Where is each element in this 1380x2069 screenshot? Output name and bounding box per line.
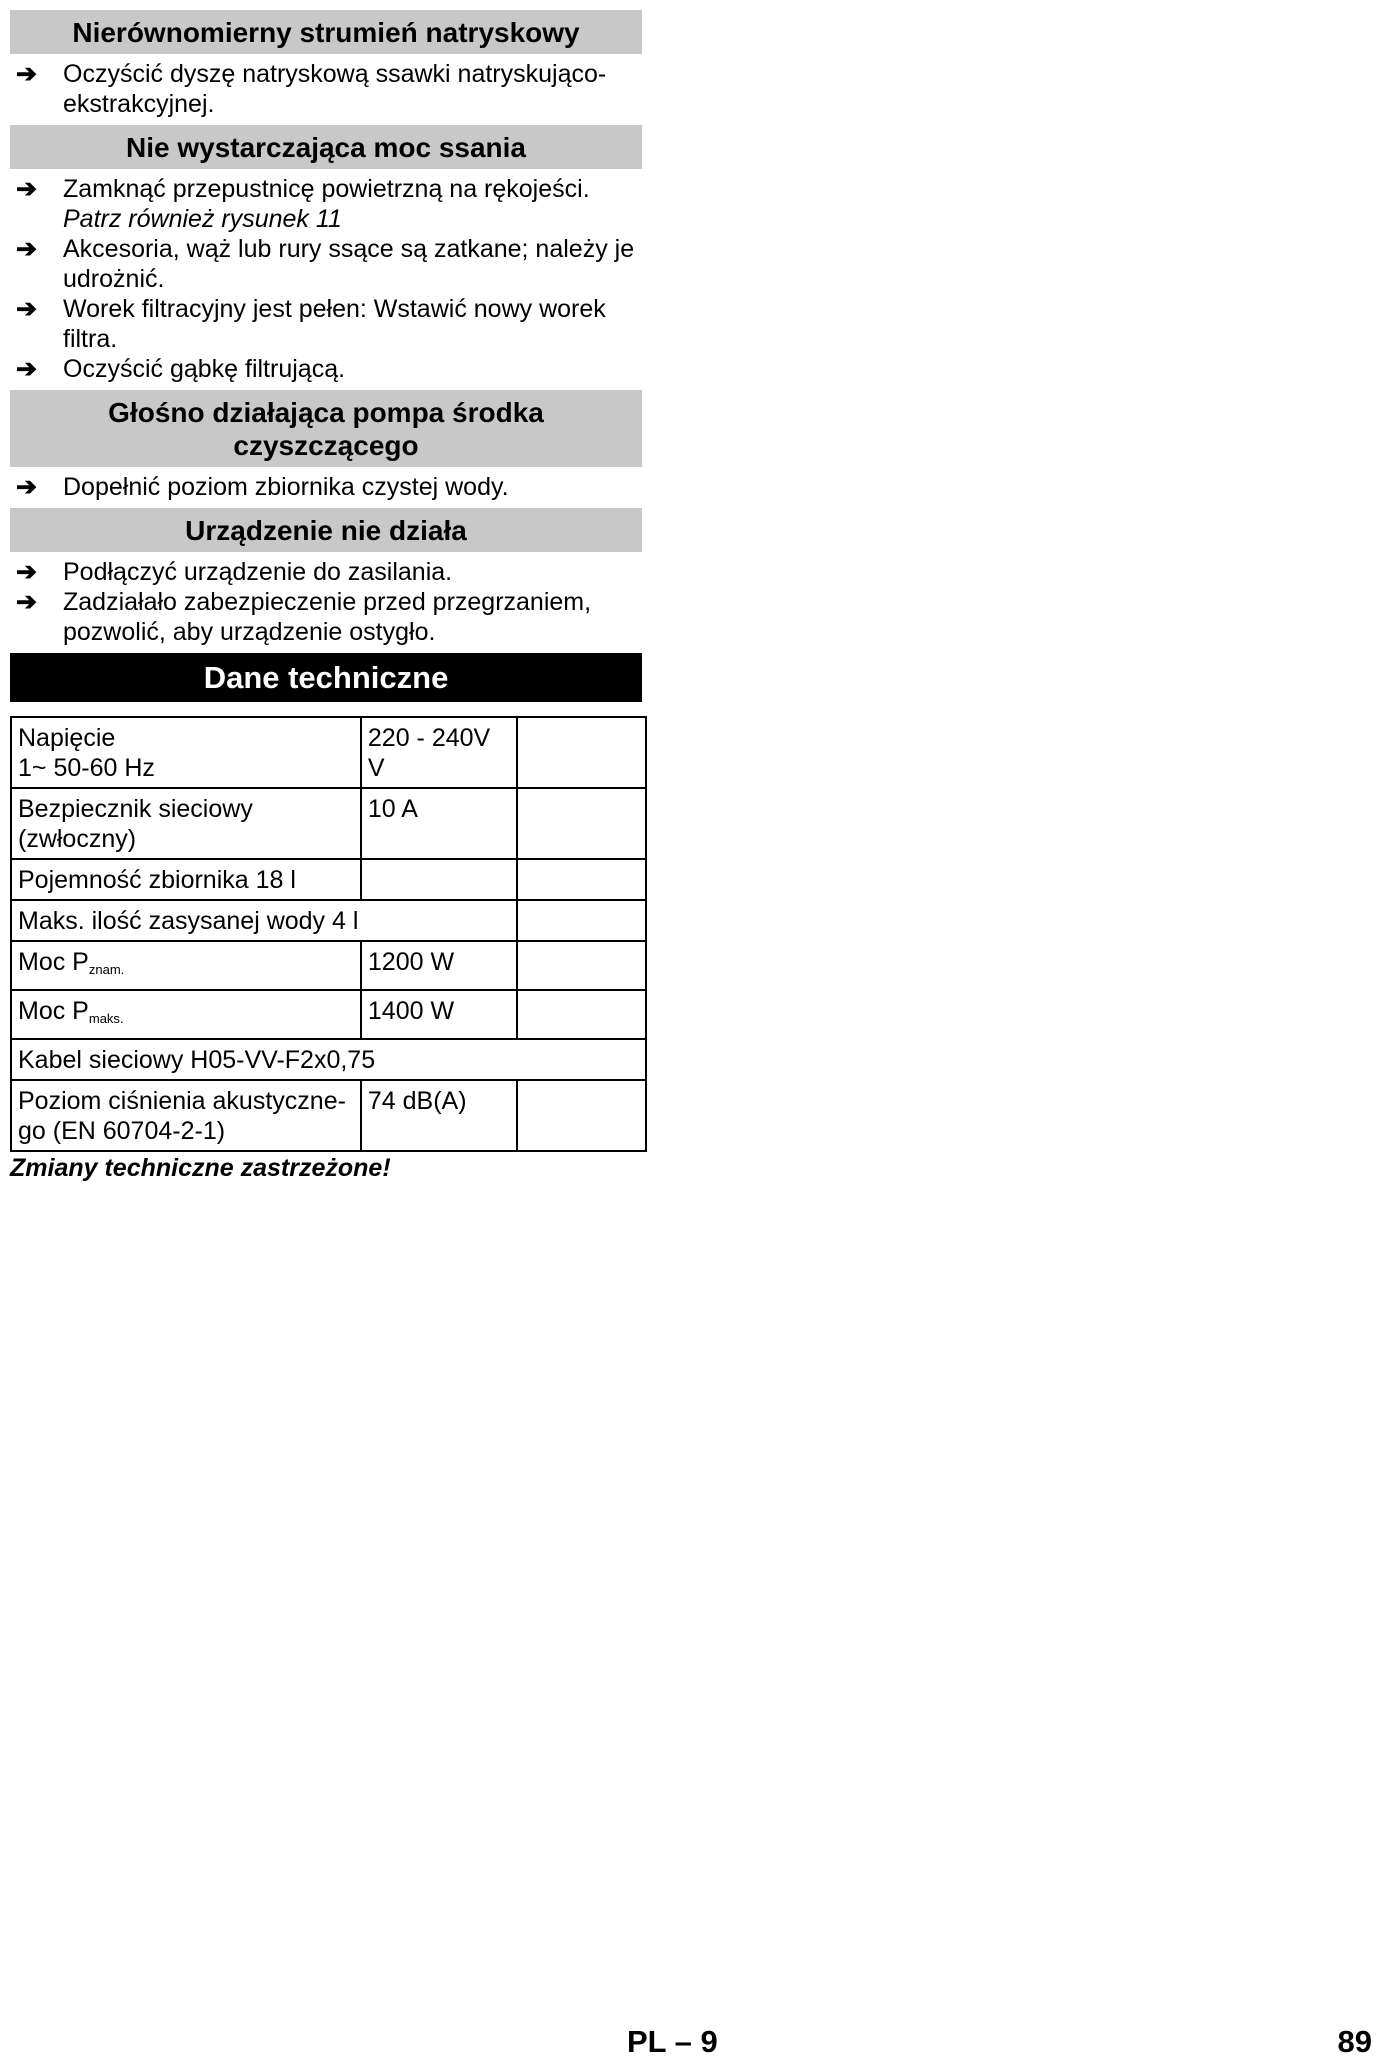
arrow-right-icon: ➔ bbox=[16, 295, 37, 323]
content-column bbox=[10, 10, 642, 1183]
section-heading-noisy-pump: Głośno działająca pompa środka czyszczącego bbox=[10, 390, 642, 467]
list-item: ➔ Dopełnić poziom zbiornika czystej wody. bbox=[16, 473, 509, 501]
section-heading-suction-power: Nie wystarczająca moc ssania bbox=[10, 125, 642, 169]
list-item: ➔ Worek filtracyjny jest pełen: Wstawić nowy worek filtra. bbox=[16, 295, 606, 353]
section-heading-uneven-spray: Nierównomierny strumień natryskowy bbox=[10, 10, 642, 54]
arrow-right-icon: ➔ bbox=[16, 355, 37, 383]
footer-language-page: PL – 9 bbox=[627, 2024, 718, 2059]
spec-empty bbox=[517, 859, 646, 900]
table-row bbox=[11, 990, 646, 1039]
spec-label: Moc $P_{maks.}$ bbox=[11, 990, 361, 1039]
spec-empty bbox=[517, 900, 646, 941]
spec-empty bbox=[517, 788, 646, 859]
arrow-right-icon: ➔ bbox=[16, 60, 37, 88]
spec-value: 1200 W bbox=[361, 941, 517, 990]
section-heading-device-not-working: Urządzenie nie działa bbox=[10, 508, 642, 552]
tech-data-table bbox=[10, 716, 647, 1152]
spec-value: 220 - 240V V bbox=[361, 717, 517, 788]
list-item: ➔ Oczyścić dyszę natryskową ssawki natryskująco-ekstrakcyjnej. bbox=[16, 60, 607, 118]
footer-page-number: 89 bbox=[1337, 2024, 1372, 2059]
spec-label: Kabel sieciowy H05-VV-F2x0,75 bbox=[11, 1039, 646, 1080]
table-row bbox=[11, 1039, 646, 1080]
technical-changes-note: Zmiany techniczne zastrzeżone! bbox=[10, 1154, 391, 1182]
table-row bbox=[11, 941, 646, 990]
arrow-right-icon: ➔ bbox=[16, 588, 37, 616]
spec-label: Napięcie 1~ 50-60 Hz bbox=[11, 717, 361, 788]
arrow-right-icon: ➔ bbox=[16, 235, 37, 263]
list-item: ➔ Akcesoria, wąż lub rury ssące są zatkane; należy je udrożnić. bbox=[16, 235, 635, 293]
spec-value: 10 A bbox=[361, 788, 517, 859]
figure-reference: Patrz również rysunek 11 bbox=[63, 205, 342, 233]
spec-label: Maks. ilość zasysanej wody 4 l bbox=[11, 900, 517, 941]
list-item: ➔ Zadziałało zabezpieczenie przed przegrzaniem, pozwolić, aby urządzenie ostygło. bbox=[16, 588, 592, 646]
spec-empty bbox=[517, 990, 646, 1039]
section-list-suction-power bbox=[10, 169, 642, 390]
spec-value: 1400 W bbox=[361, 990, 517, 1039]
spec-value bbox=[361, 859, 517, 900]
list-item: ➔ Oczyścić gąbkę filtrującą. bbox=[16, 355, 346, 383]
tech-data-heading: Dane techniczne bbox=[10, 653, 642, 702]
spec-label: Bezpiecznik sieciowy (zwłoczny) bbox=[11, 788, 361, 859]
arrow-right-icon: ➔ bbox=[16, 473, 37, 501]
spec-value: 74 dB(A) bbox=[361, 1080, 517, 1151]
arrow-right-icon: ➔ bbox=[16, 558, 37, 586]
spec-empty bbox=[517, 717, 646, 788]
list-item: ➔ Zamknąć przepustnicę powietrzną na rękojeści. Patrz również rysunek 11 bbox=[10, 174, 642, 234]
spec-empty bbox=[517, 941, 646, 990]
table-row bbox=[11, 900, 646, 941]
spec-label: Pojemność zbiornika 18 l bbox=[11, 859, 361, 900]
spec-label: Poziom ciśnienia akustyczne- go (EN 60704-2-1) bbox=[11, 1080, 361, 1151]
list-item: ➔ Podłączyć urządzenie do zasilania. bbox=[16, 558, 453, 586]
arrow-right-icon: ➔ bbox=[16, 175, 37, 203]
spec-empty bbox=[517, 1080, 646, 1151]
spec-label: Moc $P_{znam.}$ bbox=[11, 941, 361, 990]
section-list-uneven-spray bbox=[10, 54, 642, 125]
table-row bbox=[11, 859, 646, 900]
section-list-noisy-pump bbox=[10, 467, 642, 508]
section-list-device-not-working bbox=[10, 552, 642, 653]
table-row bbox=[11, 788, 646, 859]
table-row bbox=[11, 1080, 646, 1151]
table-row bbox=[11, 717, 646, 788]
